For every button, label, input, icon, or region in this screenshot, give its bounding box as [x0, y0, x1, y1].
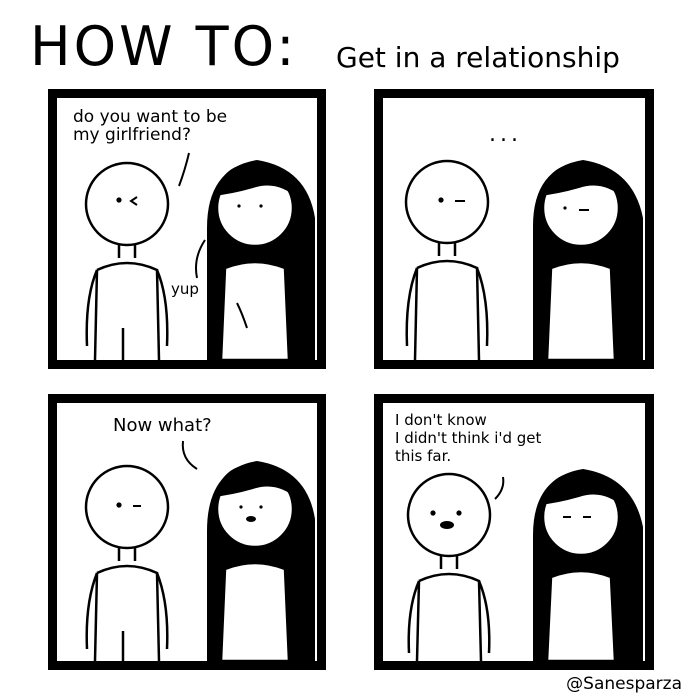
boy-face-icon [117, 197, 137, 205]
panel-3-speech-boy: Now what? [113, 415, 212, 436]
panel-3-art [57, 403, 317, 661]
boy-face-icon [117, 503, 141, 506]
comic-panel-1 [48, 89, 326, 369]
boy-face-icon [431, 511, 460, 528]
stick-figure-girl-icon [207, 160, 315, 360]
stick-figure-boy-icon [406, 161, 488, 360]
comic-panel-3 [48, 394, 326, 670]
comic-title [30, 12, 690, 82]
panel-4-speech-boy: I don't know I didn't think i'd get this far. [395, 411, 542, 465]
stick-figure-girl-icon [207, 461, 315, 661]
stick-figure-girl-icon [533, 469, 643, 661]
title-subtitle: Get in a relationship [336, 41, 620, 74]
comic-panel-4 [374, 394, 654, 670]
speech-tail-icon [183, 441, 197, 469]
comic-panel-2 [374, 89, 654, 369]
stick-figure-boy-icon [86, 466, 168, 661]
panel-1-speech-girl: yup [171, 280, 199, 298]
stick-figure-boy-icon [408, 474, 490, 661]
boy-face-icon [439, 198, 465, 201]
artist-credit: @Sanesparza [566, 674, 682, 694]
panel-1-speech-boy: do you want to be my girlfriend? [73, 107, 228, 145]
stick-figure-girl-icon [533, 160, 643, 360]
panel-2-speech-ellipsis: ... [489, 122, 522, 147]
speech-tail-icon [179, 153, 205, 278]
title-main: HOW TO: [30, 15, 298, 78]
stick-figure-boy-icon [86, 163, 168, 360]
speech-tail-icon [495, 477, 503, 499]
